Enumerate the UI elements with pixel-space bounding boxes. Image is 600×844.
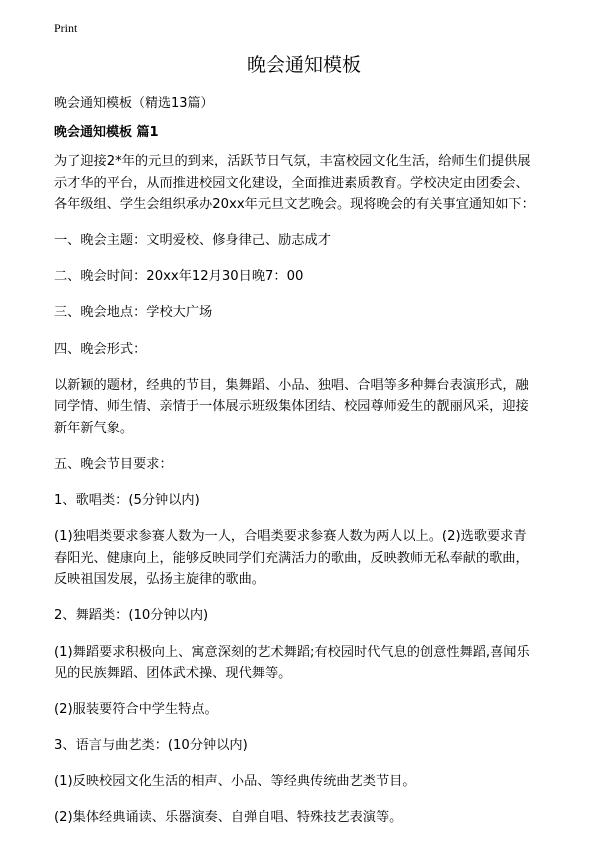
document-subtitle: 晚会通知模板（精选13篇） <box>54 96 214 111</box>
paragraph-format-heading: 四、晚会形式： <box>54 341 147 357</box>
print-label: Print <box>54 21 78 35</box>
paragraph-location: 三、晚会地点：学校大广场 <box>54 305 213 321</box>
document-body <box>54 46 554 844</box>
paragraph-format-body: 以新颖的题材，经典的节目，集舞蹈、小品、独唱、合唱等多种舞台表演形式，融 同学情、师生情、亲情于一体展示班级集体团结、校园尊师爱生的靓丽风采，迎接 新年新气象。 <box>54 377 529 436</box>
paragraph-language-item-2: (2)集体经典诵读、乐器演奏、自弹自唱、特殊技艺表演等。 <box>54 810 403 826</box>
paragraph-theme: 一、晚会主题：文明爱校、修身律己、励志成才 <box>54 233 331 249</box>
paragraph-language-heading: 3、语言与曲艺类：(10分钟以内) <box>54 738 248 754</box>
paragraph-requirements-heading: 五、晚会节目要求： <box>54 456 173 472</box>
paragraph-singing-heading: 1、歌唱类：(5分钟以内) <box>54 493 200 509</box>
section-heading: 晚会通知模板 篇1 <box>54 125 159 140</box>
paragraph-singing-body: (1)独唱类要求参赛人数为一人，合唱类要求参赛人数为两人以上。(2)选歌要求青 春阳光、健康向上，能够反映同学们充满活力的歌曲，反映教师无私奉献的歌曲， 反映祖国发展，弘扬主旋律的歌曲。 <box>54 529 529 588</box>
document-title: 晚会通知模板 <box>246 54 361 76</box>
paragraph-dance-body: (1)舞蹈要求积极向上、寓意深刻的艺术舞蹈;有校园时代气息的创意性舞蹈,喜闻乐 见的民族舞蹈、团体武术操、现代舞等。 <box>54 644 530 682</box>
paragraph-dance-costume: (2)服装要符合中学生特点。 <box>54 702 218 718</box>
paragraph-intro: 为了迎接2*年的元旦的到来，活跃节日气氛，丰富校园文化生活，给师生们提供展 示才华的平台，从而推进校园文化建设，全面推进素质教育。学校决定由团委会、 各年级组、学生会组织承办20xx年元旦文艺晚会。现将晚会的有关事宜通知如下： <box>54 154 535 213</box>
paragraph-time: 二、晚会时间：20xx年12月30日晚7：00 <box>54 269 304 285</box>
paragraph-language-item-1: (1)反映校园文化生活的相声、小品、等经典传统曲艺类节目。 <box>54 774 416 790</box>
paragraph-dance-heading: 2、舞蹈类：(10分钟以内) <box>54 608 209 624</box>
